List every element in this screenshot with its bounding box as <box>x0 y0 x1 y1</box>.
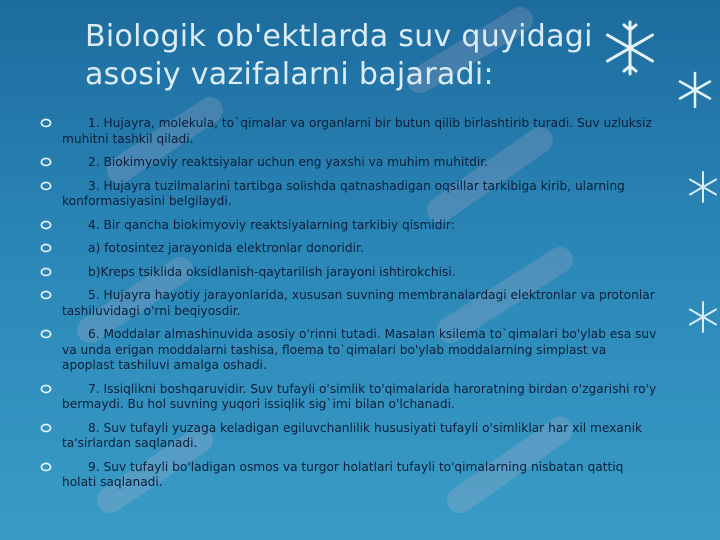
list-item <box>40 241 660 257</box>
list-item-text: 2. Biokimyoviy reaktsiyalar uchun eng yaxshi va muhim muhitdir. <box>88 155 488 169</box>
list-item <box>40 155 660 171</box>
bullet-icon <box>40 220 52 230</box>
list-item-text: 8. Suv tufayli yuzaga keladigan egiluvchanlilik hususiyati tufayli o'simliklar har xil mexanik ta'sirlardan saqlanadi. <box>62 420 643 450</box>
list-item <box>40 179 660 210</box>
list-item <box>40 382 660 413</box>
slide-title <box>85 18 645 94</box>
bullet-icon <box>40 267 52 277</box>
list-item-text: 9. Suv tufayli bo'ladigan osmos va turgor holatlari tufayli to'qimalarning nisbatan qattiq holati saqlanadi. <box>62 459 624 489</box>
bullet-icon <box>40 423 52 433</box>
bullet-icon <box>40 181 52 191</box>
bullet-icon <box>40 329 52 339</box>
title-line-1: Biologik ob'ektlarda suv quyidagi <box>85 19 593 54</box>
list-item <box>40 327 660 374</box>
bullet-icon <box>40 157 52 167</box>
bullet-icon <box>40 384 52 394</box>
title-line-2: asosiy vazifalarni bajaradi: <box>85 57 494 92</box>
list-item <box>40 218 660 234</box>
list-item-text: 1. Hujayra, molekula, to`qimalar va organlarni bir butun qilib birlashtirib turadi. Suv uzluksiz muhitni tashkil qiladi. <box>62 116 652 146</box>
bullet-icon <box>40 118 52 128</box>
list-item-text: 4. Bir qancha biokimyoviy reaktsiyalarning tarkibiy qismidir: <box>88 217 455 232</box>
list-item <box>40 421 660 452</box>
list-item-text: b)Kreps tsiklida oksidlanish-qaytarilish jarayoni ishtirokchisi. <box>88 264 456 279</box>
list-item-text: 3. Hujayra tuzilmalarini tartibga solishda qatnashadigan oqsillar tarkibiga kirib, ularning konformasiyasini belgilaydi. <box>62 178 625 208</box>
bullet-list <box>40 116 660 499</box>
bullet-icon <box>40 290 52 300</box>
list-item-text: 5. Hujayra hayotiy jarayonlarida, xususan suvning membranalardagi elektronlar va protonlar tashiluvidagi o'rni beqiyosdir. <box>62 288 655 318</box>
list-item-text: 7. Issiqlikni boshqaruvidir. Suv tufayli o'simlik to'qimalarida haroratning birdan o'zgarishi ro'y bermaydi. Bu hol suvning yuqori issiqlik sig`imi bilan o'lchanadi. <box>62 381 657 411</box>
list-item-text: a) fotosintez jarayonida elektronlar donoridir. <box>88 241 364 255</box>
bullet-icon <box>40 462 52 472</box>
list-item <box>40 265 660 281</box>
list-item <box>40 116 660 147</box>
snowflake-icon <box>686 300 720 334</box>
snowflake-icon <box>675 70 715 110</box>
list-item-text: 6. Moddalar almashinuvida asosiy o'rinni tutadi. Masalan ksilema to`qimalari bo'ylab esa suv va unda erigan moddalarni tashisa, floema to`qimalari bo'ylab moddalarning simplast va apoplast tashiluvi amalga oshadi. <box>62 327 657 372</box>
list-item <box>40 460 660 491</box>
bullet-icon <box>40 243 52 253</box>
list-item <box>40 288 660 319</box>
snowflake-icon <box>686 170 720 204</box>
